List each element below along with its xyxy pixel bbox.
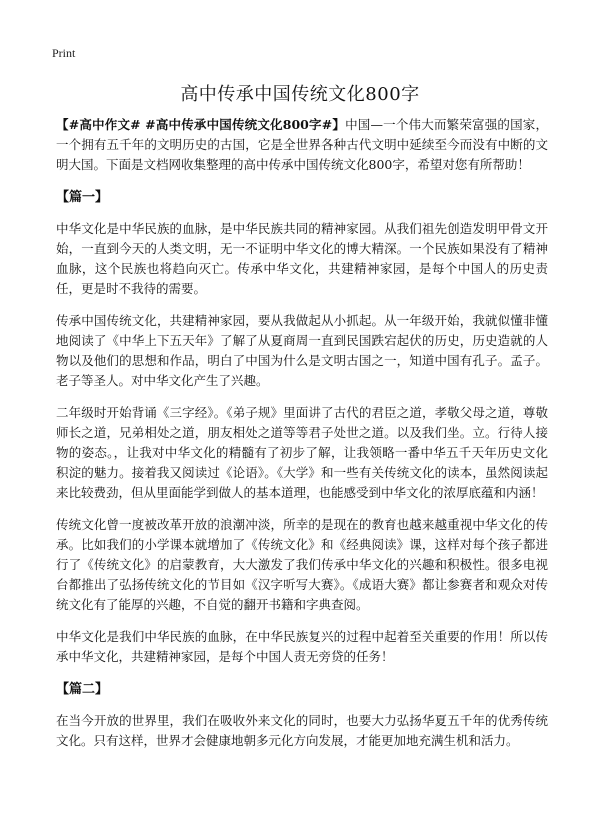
intro-paragraph [56, 115, 548, 175]
paragraph: 二年级时开始背诵《三字经》。《弟子规》里面讲了古代的君臣之道，孝敬父母之道，尊敬师长之道，兄弟相处之道，朋友相处之道等等君子处世之道。以及我们坐。立。行待人接物的姿态。，让我对中华文化的精髓有了初步了解，让我领略一番中华五千天年历史文化积淀的魅力。接着我又阅读过《论语》。《大学》和一些有关传统文化的读本，虽然阅读起来比较费劲，但从里面能学到做人的基本道理，也能感受到中华文化的浓厚底蕴和内涵！ [56, 405, 548, 500]
paragraph: 中华文化是中华民族的血脉，是中华民族共同的精神家园。从我们祖先创造发明甲骨文开始，一直到今天的人类文明，无一不证明中华文化的博大精深。一个民族如果没有了精神血脉，这个民族也将趋向灭亡。传承中华文化，共建精神家园，是每个中国人的历史责任，更是时不我待的需要。 [56, 221, 548, 296]
document-title: 高中传承中国传统文化800字 [180, 84, 420, 105]
paragraph: 传承中国传统文化，共建精神家园，要从我做起从小抓起。从一年级开始，我就似懂非懂地阅读了《中华上下五天年》了解了从夏商周一直到民国跌宕起伏的历史，历史造就的人物以及他们的思想和作品，明白了中国为什么是文明古国之一，知道中国有孔子。孟子。老子等圣人。对中华文化产生了兴趣。 [56, 313, 548, 388]
intro-tag: 【#高中作文# #高中传承中国传统文化800字#】 [56, 117, 346, 132]
section-heading-1: 【篇一】 [56, 190, 109, 205]
paragraph: 中华文化是我们中华民族的血脉，在中华民族复兴的过程中起着至关重要的作用！所以传承中华文化，共建精神家园，是每个中国人责无旁贷的任务！ [56, 629, 548, 664]
print-label: Print [52, 46, 76, 60]
document-body [56, 115, 548, 763]
intro-text: 中国—一个伟大而繁荣富强的国家，一个拥有五千年的文明历史的古国，它是全世界各种古代文明中延续至今而没有中断的文明大国。下面是文档网收集整理的高中传承中国传统文化800字，希望对您有所帮助！ [56, 117, 548, 172]
paragraph: 传统文化曾一度被改革开放的浪潮冲淡，所幸的是现在的教育也越来越重视中华文化的传承。比如我们的小学课本就增加了《传统文化》和《经典阅读》课，这样对每个孩子都进行了《传统文化》的启蒙教育，大大激发了我们传承中华文化的兴趣和积极性。很多电视台都推出了弘扬传统文化的节目如《汉字听写大赛》。《成语大赛》都让参赛者和观众对传统文化有了能厚的兴趣，不自觉的翻开书籍和字典查阅。 [56, 517, 548, 612]
paragraph: 在当今开放的世界里，我们在吸收外来文化的同时，也要大力弘扬华夏五千年的优秀传统文化。只有这样，世界才会健康地朝多元化方向发展，才能更加地充满生机和活力。 [56, 713, 548, 748]
section-heading-2: 【篇二】 [56, 682, 109, 697]
